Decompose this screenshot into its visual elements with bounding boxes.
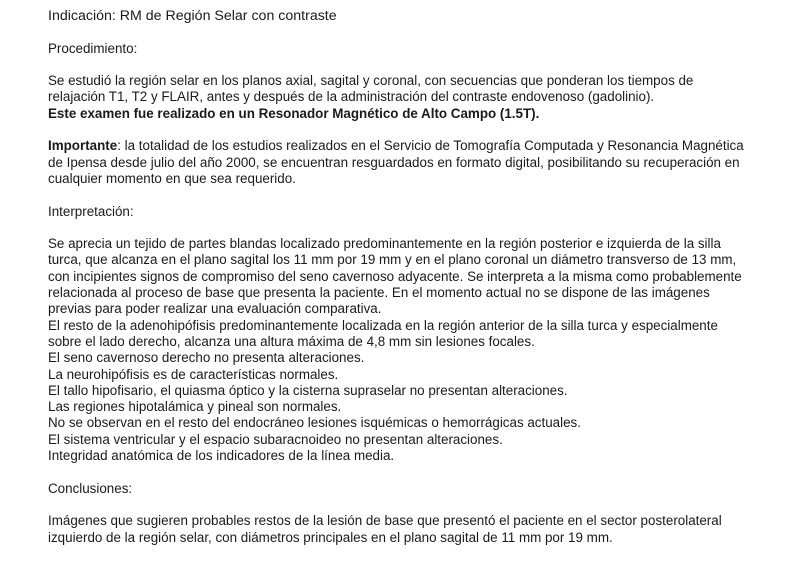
interpretation-line: Se aprecia un tejido de partes blandas localizado predominantemente en la región posterior e izquierda de la silla turca, que alcanza en el plano sagital los 11 mm por 19 mm y en el plano coronal un diámetro transverso de 13 mm, con incipientes signos de compromiso del seno cavernoso adyacente. Se interpreta a la misma como probablemente relacionada al proceso de base que presenta la paciente. En el momento actual no se dispone de las imágenes previas para poder realizar una evaluación comparativa. [48,236,742,317]
important-text: : la totalidad de los estudios realizados en el Servicio de Tomografía Computada y Resonancia Magnética de Ipensa desde julio del año 2000, se encuentran resguardados en formato digital, posibilitando su recuperación en cualquier momento en que sea requerido. [48,138,744,186]
indication-line: Indicación: RM de Región Selar con contraste [48,8,337,24]
report-document [48,0,753,546]
conclusions-heading: Conclusiones: [48,480,133,496]
interpretation-heading: Interpretación: [48,203,134,219]
interpretation-line: Las regiones hipotalámica y pineal son normales. [48,399,342,415]
spacer [48,497,753,513]
interpretation-line: Integridad anatómica de los indicadores de la línea media. [48,448,395,464]
interpretation-line: El resto de la adenohipófisis predominantemente localizada en la región anterior de la silla turca y especialmente sobre el lado derecho, alcanza una altura máxima de 4,8 mm sin lesiones focales. [48,317,718,349]
spacer [48,464,753,480]
spacer [48,122,753,138]
conclusions-paragraph: Imágenes que sugieren probables restos de la lesión de base que presentó el paciente en el sector posterolateral izquierdo de la región selar, con diámetros principales en el plano sagital de 11 mm por 19 mm. [48,513,722,545]
interpretation-line: No se observan en el resto del endocráneo lesiones isquémicas o hemorrágicas actuales. [48,415,581,431]
procedure-paragraph [48,73,753,122]
interpretation-line: El sistema ventricular y el espacio subaracnoideo no presentan alteraciones. [48,431,503,447]
important-paragraph [48,138,753,187]
spacer [48,220,753,236]
spacer [48,57,753,73]
procedure-text: Se estudió la región selar en los planos axial, sagital y coronal, con secuencias que ponderan los tiempos de relajación T1, T2 y FLAIR, antes y después de la administración del contraste endovenoso (gadolinio). [48,73,694,105]
procedure-bold-note: Este examen fue realizado en un Resonador Magnético de Alto Campo (1.5T). [48,105,540,121]
interpretation-line: El tallo hipofisario, el quiasma óptico y la cisterna supraselar no presentan alteraciones. [48,382,568,398]
important-label: Importante [48,138,118,154]
spacer [48,24,753,40]
interpretation-body [48,236,753,464]
procedure-heading: Procedimiento: [48,40,138,56]
interpretation-line: El seno cavernoso derecho no presenta alteraciones. [48,350,365,366]
spacer [48,187,753,203]
interpretation-line: La neurohipófisis es de características normales. [48,366,339,382]
